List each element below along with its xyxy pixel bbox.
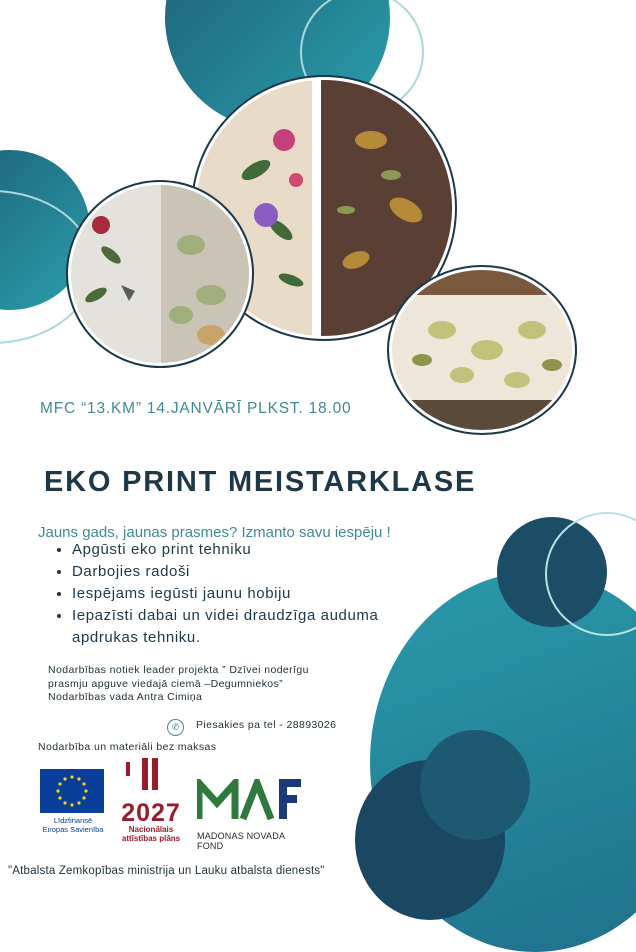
page-title: EKO PRINT MEISTARKLASE	[44, 466, 477, 498]
plan-caption: attīstības plāns	[121, 834, 181, 843]
list-item: • Darbojies radoši	[72, 561, 412, 583]
project-info-line: prasmju apguve viedajā ciemā –Degumniekos”	[48, 677, 284, 690]
national-plan-mark	[114, 756, 188, 796]
plan-caption: Nacionālais	[128, 825, 174, 834]
intro-text: Jauns gads, jaunas prasmes? Izmanto savu iespēju !	[38, 524, 391, 541]
footer-support-note: "Atbalsta Zemkopības ministrija un Lauku atbalsta dienests"	[8, 865, 325, 877]
project-info-line: Nodarbības notiek leader projekta ” Dzīvei noderīgu	[48, 664, 309, 676]
list-item: • Iepazīsti dabai un videi draudzīga auduma apdrukas tehniku.	[72, 605, 412, 649]
list-item: • Apgūsti eko print tehniku	[72, 539, 412, 561]
national-plan-logo	[114, 756, 188, 842]
phone-icon: ✆	[167, 719, 184, 736]
eu-caption	[38, 816, 108, 834]
list-item: • Iespējams iegūsti jaunu hobiju	[72, 583, 412, 605]
madona-fund-logo	[197, 779, 303, 851]
bg-circle-bottom-mid	[420, 730, 530, 840]
madona-fund-mark	[197, 779, 303, 821]
eu-flag-logo	[40, 769, 104, 813]
project-info	[48, 664, 368, 705]
phone-contact: Piesakies pa tel - 28893026	[196, 719, 337, 731]
plan-year: 2027	[121, 799, 181, 827]
photo-right-fabric	[389, 267, 575, 433]
eu-caption-line: Līdzfinansē	[53, 816, 93, 825]
photo-left-fabric	[68, 182, 252, 366]
event-date-line: MFC “13.KM” 14.JANVĀRĪ PLKST. 18.00	[40, 400, 352, 417]
eu-caption-line: Eiropas Savienība	[42, 825, 104, 834]
madona-fund-name: MADONAS NOVADA FOND	[197, 831, 285, 851]
benefits-list	[52, 539, 412, 649]
project-info-line: Nodarbības vada Antra Cimiņa	[48, 691, 203, 703]
free-note: Nodarbība un materiāli bez maksas	[38, 741, 217, 753]
